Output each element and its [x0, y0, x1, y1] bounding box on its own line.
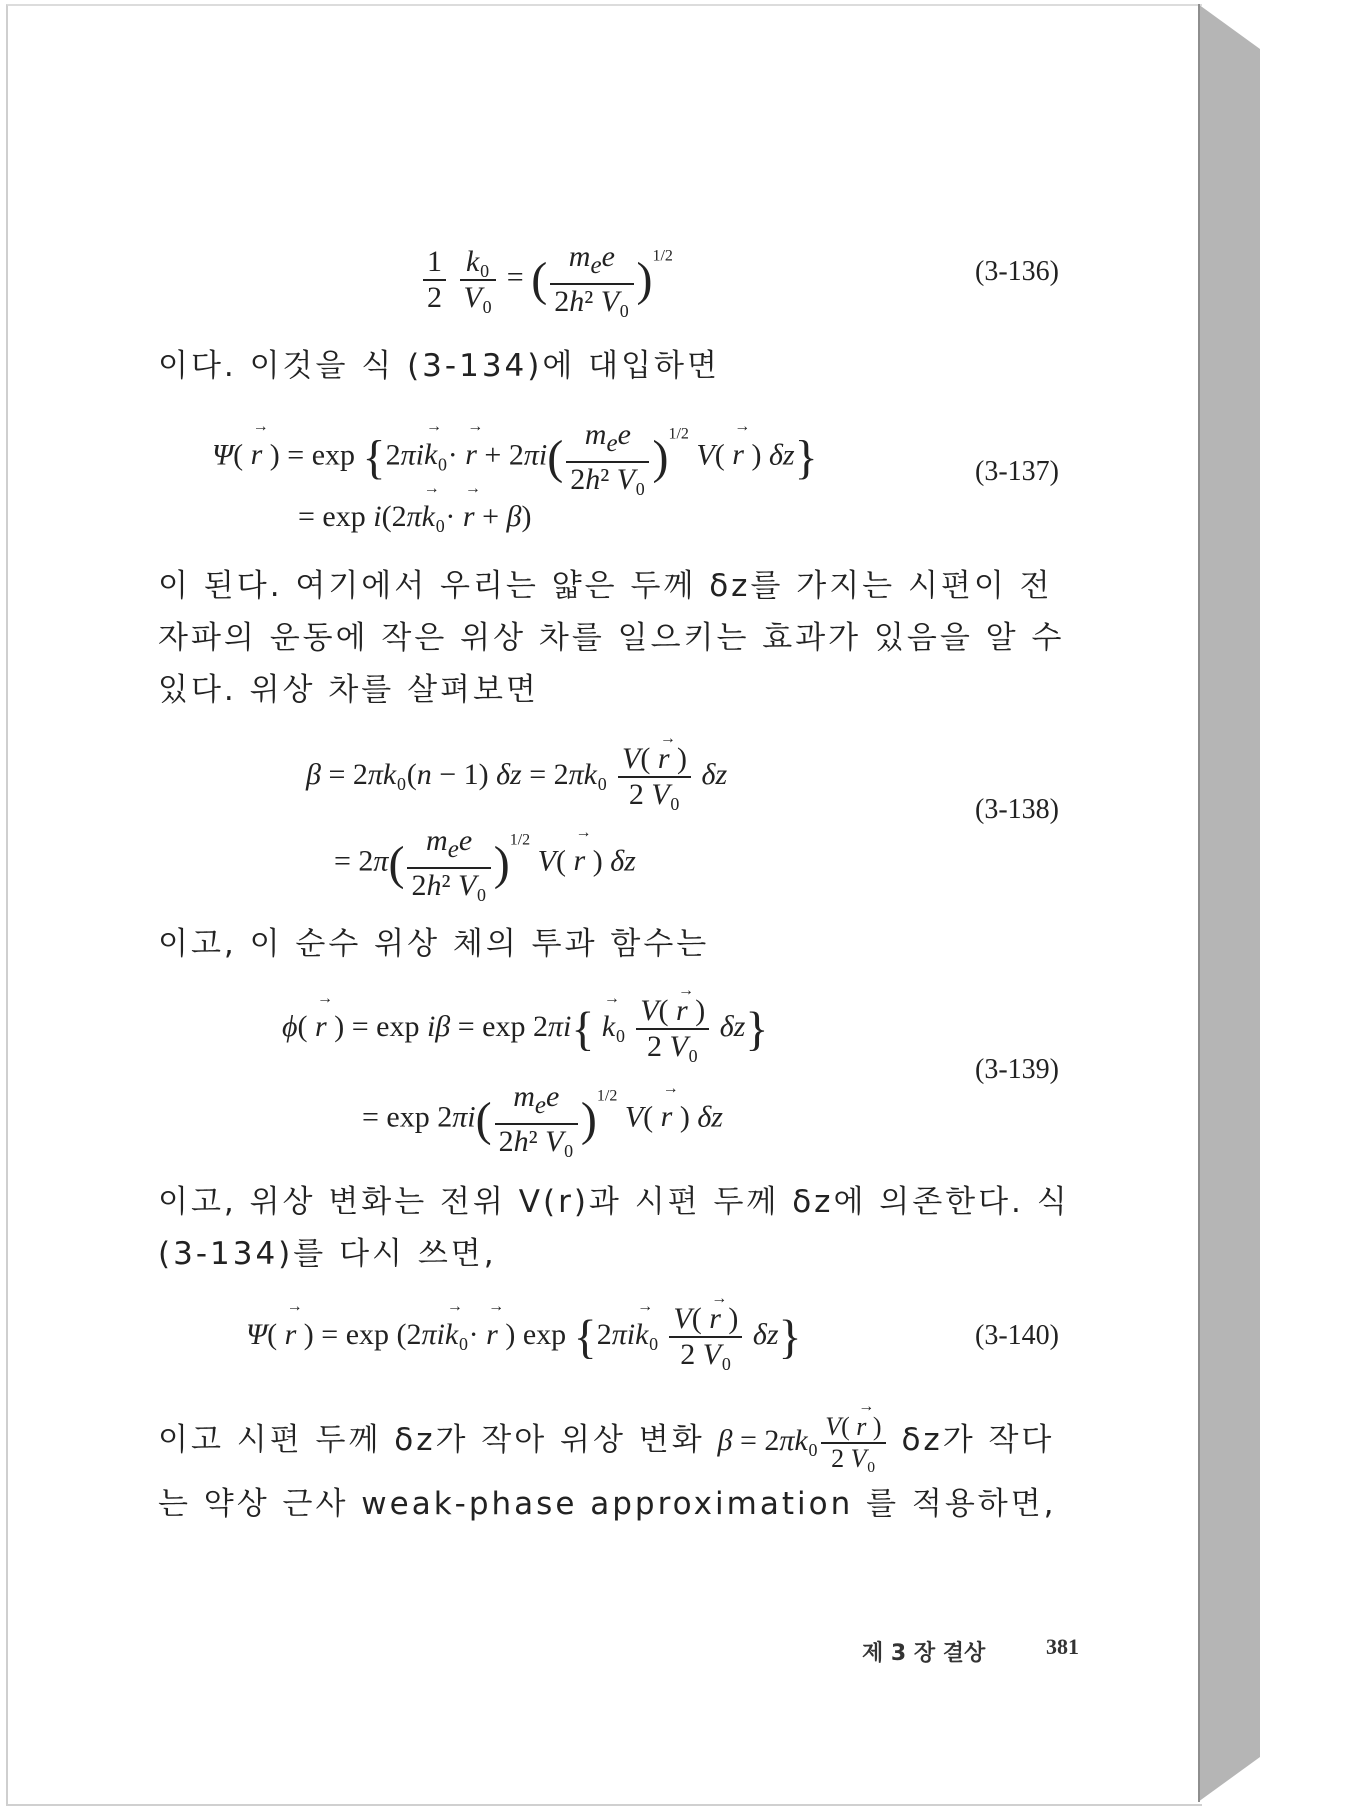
paragraph-with-formula — [158, 1412, 1083, 1474]
page-number: 381 — [1046, 1634, 1079, 1659]
paragraph: 이 된다. 여기에서 우리는 얇은 두께 δz를 가지는 시편이 전자파의 운동에 작은 위상 차를 일으키는 효과가 있음을 알 수 있다. 위상 차를 살펴보면 — [158, 568, 1065, 708]
spine-edge — [1198, 4, 1200, 1802]
paragraph: 는 약상 근사 weak-phase approximation 를 적용하면, — [158, 1486, 1057, 1522]
equation-3-138-line-2: = 2π( $\frac{m_ee}{\text{2h² V₀}}$ )$^{1/2}$ V( → r ) δz — [334, 824, 636, 903]
equation-number: (3-138) — [975, 794, 1059, 825]
equation-3-137-line-2: = exp i(2π→ k₀· → r + β) — [298, 500, 531, 534]
paragraph: 이고, 위상 변화는 전위 V(r)과 시편 두께 δz에 의존한다. 식 (3-134)를 다시 쓰면, — [158, 1184, 1070, 1272]
equation-3-138-line-1: β = 2πk₀(n − 1) δz = 2πk₀ $\frac{V( \to r )}{\text{2 V₀}}$ δz — [306, 742, 727, 812]
paragraph: 이다. 이것을 식 (3-134)에 대입하면 — [158, 348, 720, 384]
equation-number: (3-140) — [975, 1320, 1059, 1351]
book-spine — [1198, 4, 1260, 1802]
equation-number: (3-139) — [975, 1054, 1059, 1085]
paragraph: 이고, 이 순수 위상 체의 투과 함수는 — [158, 926, 710, 962]
paragraph-text: δz가 작다 — [901, 1421, 1055, 1458]
equation-number: (3-136) — [975, 256, 1059, 287]
equation-3-140: Ψ( → r ) = exp (2πi→ k₀· → r ) exp {2πi→ k₀ $\frac{V( \to r )}{\text{2 V₀}}$ δz} — [246, 1302, 802, 1372]
paragraph-text: 이고 시편 두께 δz가 작아 위상 변화 — [158, 1421, 705, 1458]
inline-formula: β = 2πk₀ $\frac{V( \to r )}{\text{2 V₀}}$ — [718, 1424, 889, 1457]
equation-number: (3-137) — [975, 456, 1059, 487]
equation-3-139-line-1: ϕ( → r ) = exp iβ = exp 2πi{ → k₀ $\frac{V( \to r )}{\text{2 V₀}}$ δz} — [282, 994, 768, 1064]
equation-3-137-line-1: Ψ( → r ) = exp {2πi→ k₀· → r + 2πi( $\frac{m_ee}{\text{2h² V₀}}$ )$^{1/2}$ V( → r ) δz} — [212, 418, 818, 497]
equation-3-139-line-2: = exp 2πi( $\frac{m_ee}{\text{2h² V₀}}$ )$^{1/2}$ V( → r ) δz — [362, 1080, 723, 1159]
equation-3-136: $\frac{1}{2}$ $\frac{\text{k₀}}{\text{V₀}}$ = ( $\frac{m_ee}{\text{2h² V₀}}$ )$^{1/2}$ — [420, 240, 673, 319]
chapter-label: 제 3 장 결상 — [862, 1641, 986, 1666]
